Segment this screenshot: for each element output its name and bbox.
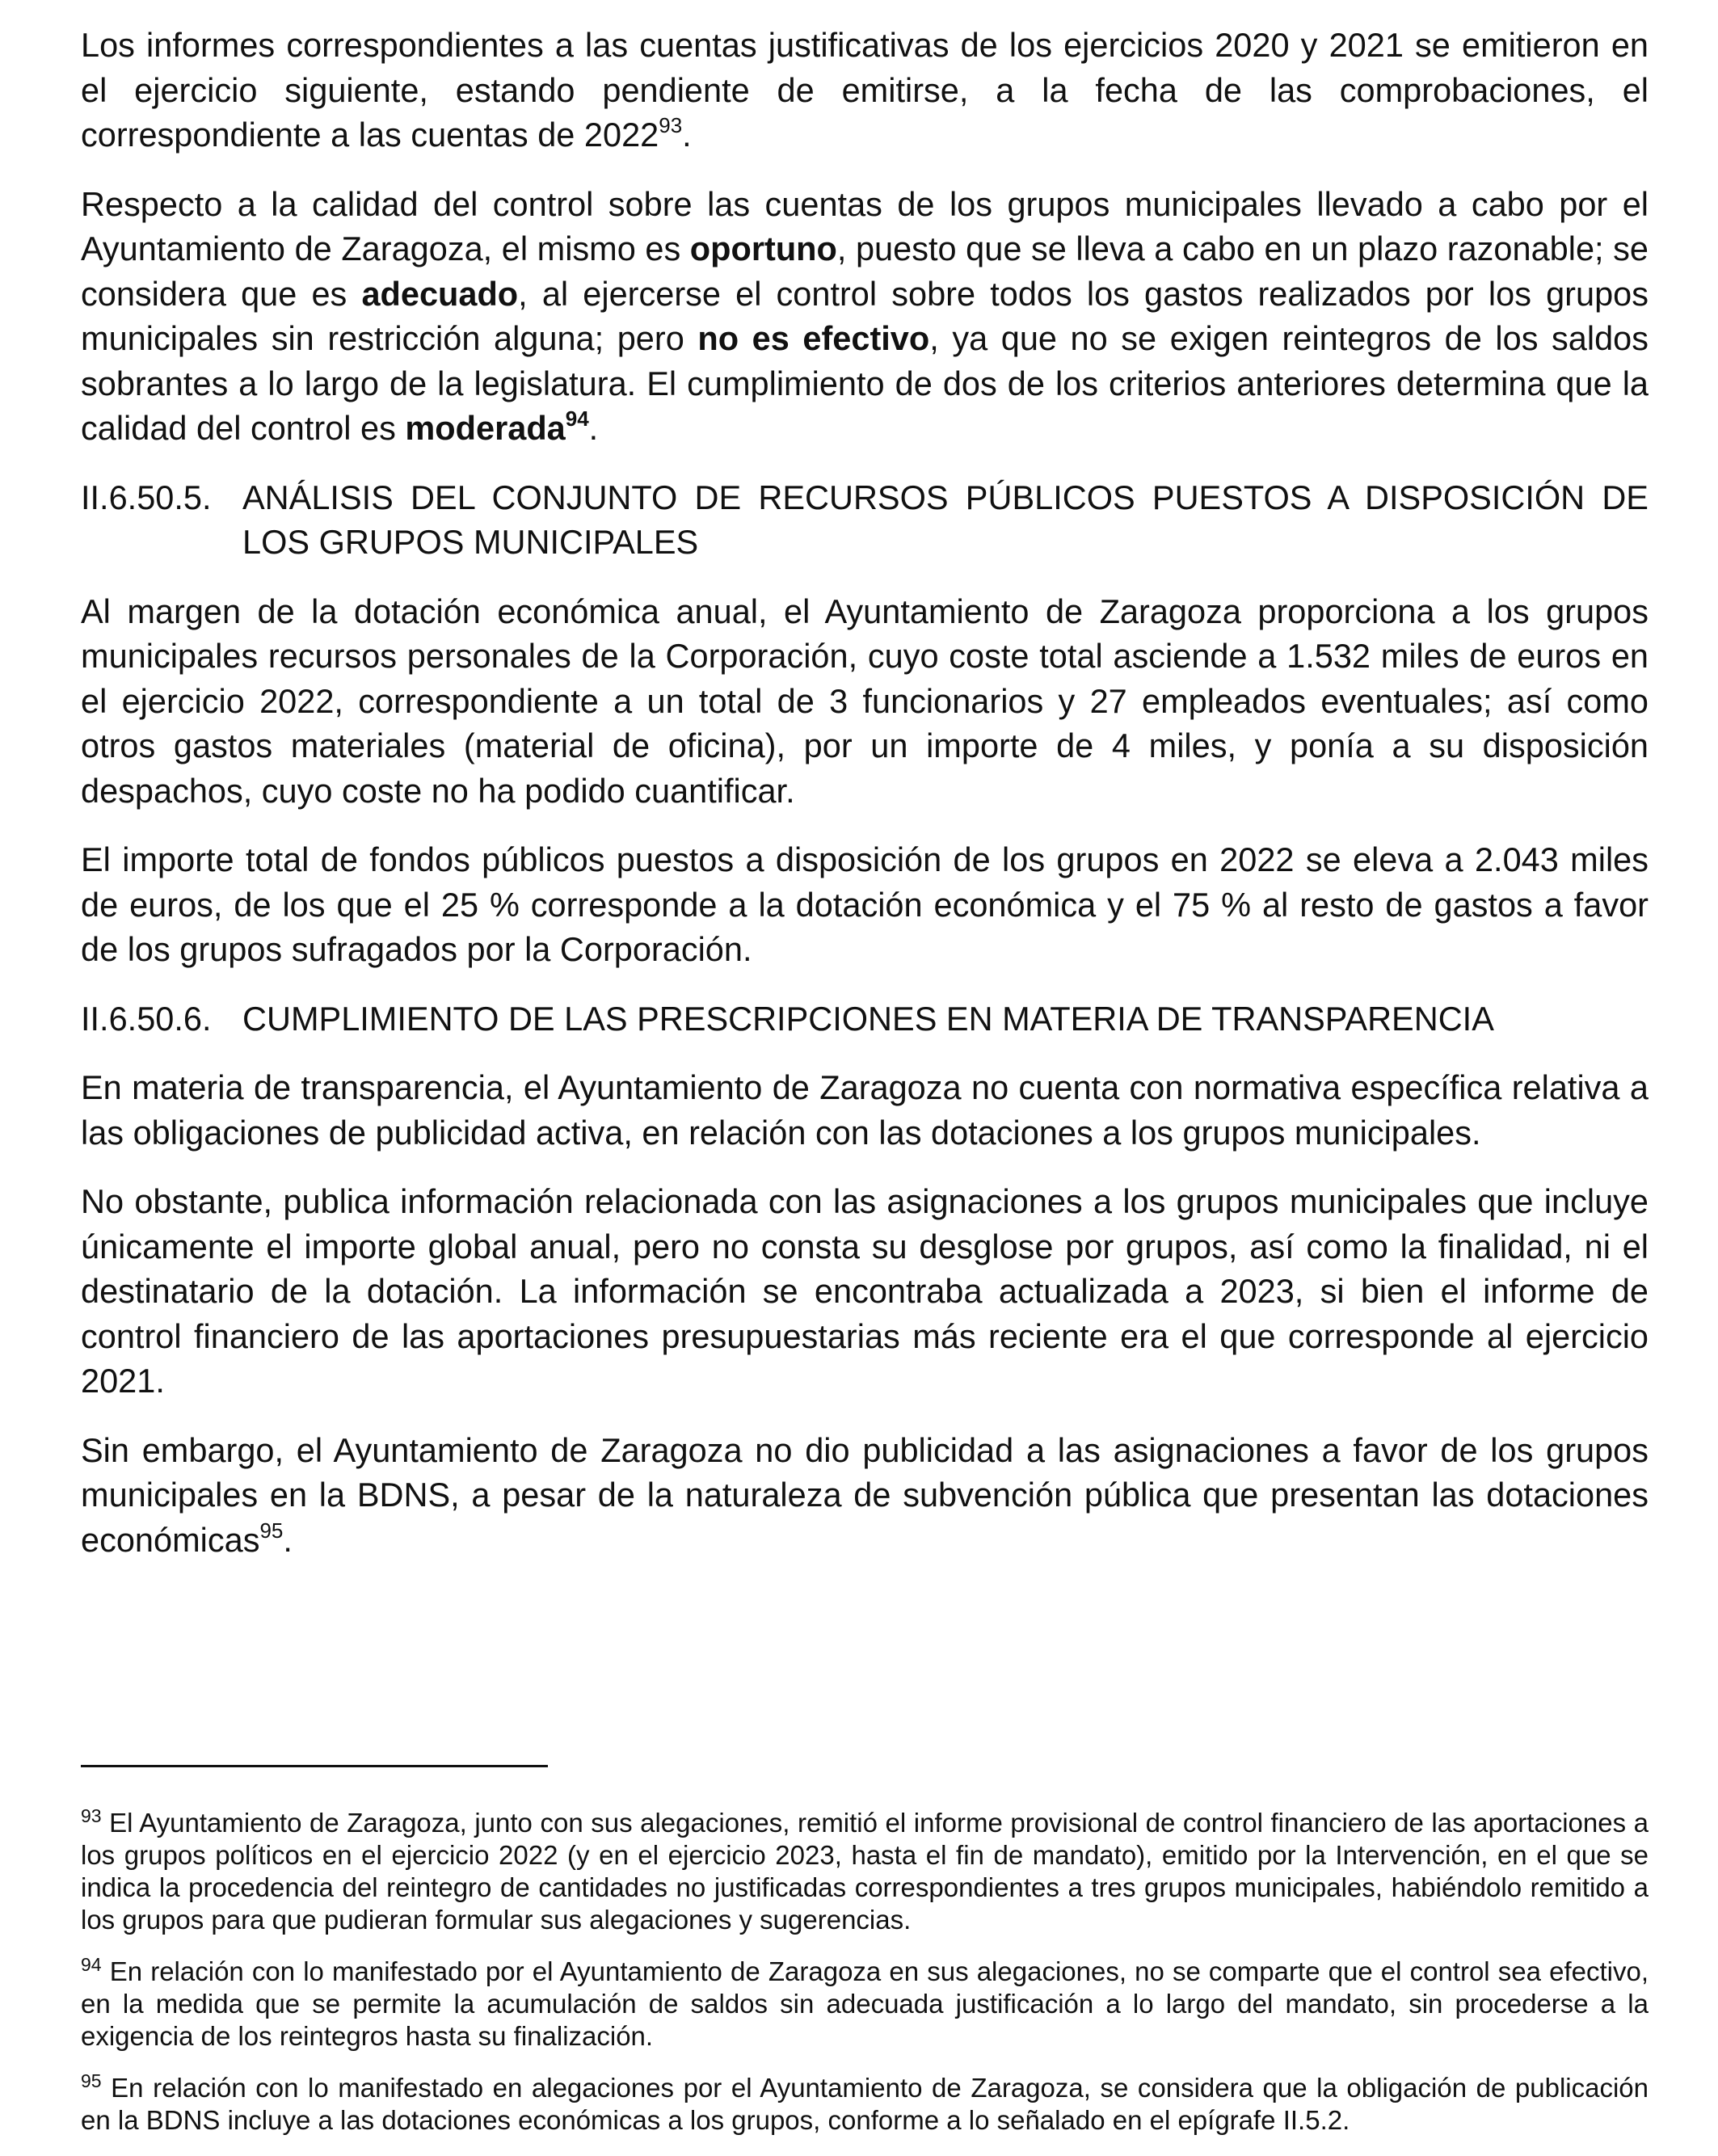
footnote-ref-93[interactable]: 93 xyxy=(659,113,683,137)
footnote-separator xyxy=(81,1765,548,1767)
footnote-number: 95 xyxy=(81,2070,102,2091)
section-number: II.6.50.5. xyxy=(81,478,212,516)
footnote-94: $^{94}$ En relación con lo manifestado por el Ayuntamiento de Zaragoza en sus alegaciones, no se comparte que el control sea efectivo, en la medida que se permite la acumulación de saldos sin adecuada justificación a lo largo del mandato, sin procederse a la exigencia de los reintegros hasta su finalización. xyxy=(81,1954,1649,2051)
section-number: II.6.50.6. xyxy=(81,999,212,1038)
document-body xyxy=(81,23,1649,1586)
paragraph-calidad-control: Respecto a la calidad del control sobre las cuentas de los grupos municipales llevado a cabo por el Ayuntamiento de Zaragoza, el mismo es oportuno, puesto que se lleva a cabo en un plazo razonable; se considera que es adecuado, al ejercerse el control sobre todos los gastos realizados por los grupos municipales sin restricción alguna; pero no es efectivo, ya que no se exigen reintegros de los saldos sobrantes a lo largo de la legislatura. El cumplimiento de dos de los criterios anteriores determina que la calidad del control es moderada$^{94}$. xyxy=(81,184,1649,447)
section-heading-transparencia xyxy=(81,996,1649,1042)
paragraph-cuentas-justificativas: Los informes correspondientes a las cuentas justificativas de los ejercicios 2020 y 2021 se emitieron en el ejercicio siguiente, estando pendiente de emitirse, a la fecha de las comprobaciones, el correspondiente a las cuentas de 2022$^{93}$. xyxy=(81,26,1649,154)
paragraph-importe-total: El importe total de fondos públicos puestos a disposición de los grupos en 2022 se eleva a 2.043 miles de euros, de los que el 25 % corresponde a la dotación económica y el 75 % al resto de gastos a favor de los grupos sufragados por la Corporación. xyxy=(81,840,1649,968)
term-no-es-efectivo: no es efectivo xyxy=(697,319,930,357)
section-title: CUMPLIMIENTO DE LAS PRESCRIPCIONES EN MATERIA DE TRANSPARENCIA xyxy=(242,999,1494,1038)
section-heading-recursos xyxy=(81,475,1649,565)
footnote-number: 93 xyxy=(81,1805,102,1826)
paragraph-publica-informacion: No obstante, publica información relacionada con las asignaciones a los grupos municipales que incluye únicamente el importe global anual, pero no consta su desglose por grupos, así como la finalidad, ni el destinatario de la dotación. La información se encontraba actualizada a 2023, si bien el informe de control financiero de las aportaciones presupuestarias más reciente era el que corresponde al ejercicio 2021. xyxy=(81,1182,1649,1400)
footnote-ref-95[interactable]: 95 xyxy=(259,1518,284,1543)
footnote-number: 94 xyxy=(81,1954,102,1975)
term-oportuno: oportuno xyxy=(689,229,837,267)
term-adecuado: adecuado xyxy=(361,274,519,313)
paragraph-bdns: Sin embargo, el Ayuntamiento de Zaragoza no dio publicidad a las asignaciones a favor de los grupos municipales en la BDNS, a pesar de la naturaleza de subvención pública que presentan las dotaciones económicas$^{95}$. xyxy=(81,1430,1649,1559)
paragraph-normativa: En materia de transparencia, el Ayuntamiento de Zaragoza no cuenta con normativa específica relativa a las obligaciones de publicidad activa, en relación con las dotaciones a los grupos municipales. xyxy=(81,1068,1649,1152)
footnote-ref-94[interactable]: 94 xyxy=(565,406,589,431)
footnote-93: $^{93}$ El Ayuntamiento de Zaragoza, junto con sus alegaciones, remitió el informe provisional de control financiero de las aportaciones a los grupos políticos en el ejercicio 2022 (y en el ejercicio 2023, hasta el fin de mandato), emitido por la Intervención, en el que se indica la procedencia del reintegro de cantidades no justificadas correspondientes a tres grupos municipales, habiéndolo remitido a los grupos para que pudieran formular sus alegaciones y sugerencias. xyxy=(81,1805,1649,1935)
term-moderada: moderada xyxy=(405,409,566,447)
paragraph-recursos-personales: Al margen de la dotación económica anual, el Ayuntamiento de Zaragoza proporciona a los grupos municipales recursos personales de la Corporación, cuyo coste total asciende a 1.532 miles de euros en el ejercicio 2022, correspondiente a un total de 3 funcionarios y 27 empleados eventuales; así como otros gastos materiales (material de oficina), por un importe de 4 miles, y ponía a su disposición despachos, cuyo coste no ha podido cuantificar. xyxy=(81,592,1649,810)
section-title: ANÁLISIS DEL CONJUNTO DE RECURSOS PÚBLICOS PUESTOS A DISPOSICIÓN DE LOS GRUPOS MUNICIPALES xyxy=(242,478,1649,561)
footnote-95: $^{95}$ En relación con lo manifestado en alegaciones por el Ayuntamiento de Zaragoza, se considera que la obligación de publicación en la BDNS incluye a las dotaciones económicas a los grupos, conforme a lo señalado en el epígrafe II.5.2. xyxy=(81,2070,1649,2135)
footnotes xyxy=(81,1807,1649,2156)
